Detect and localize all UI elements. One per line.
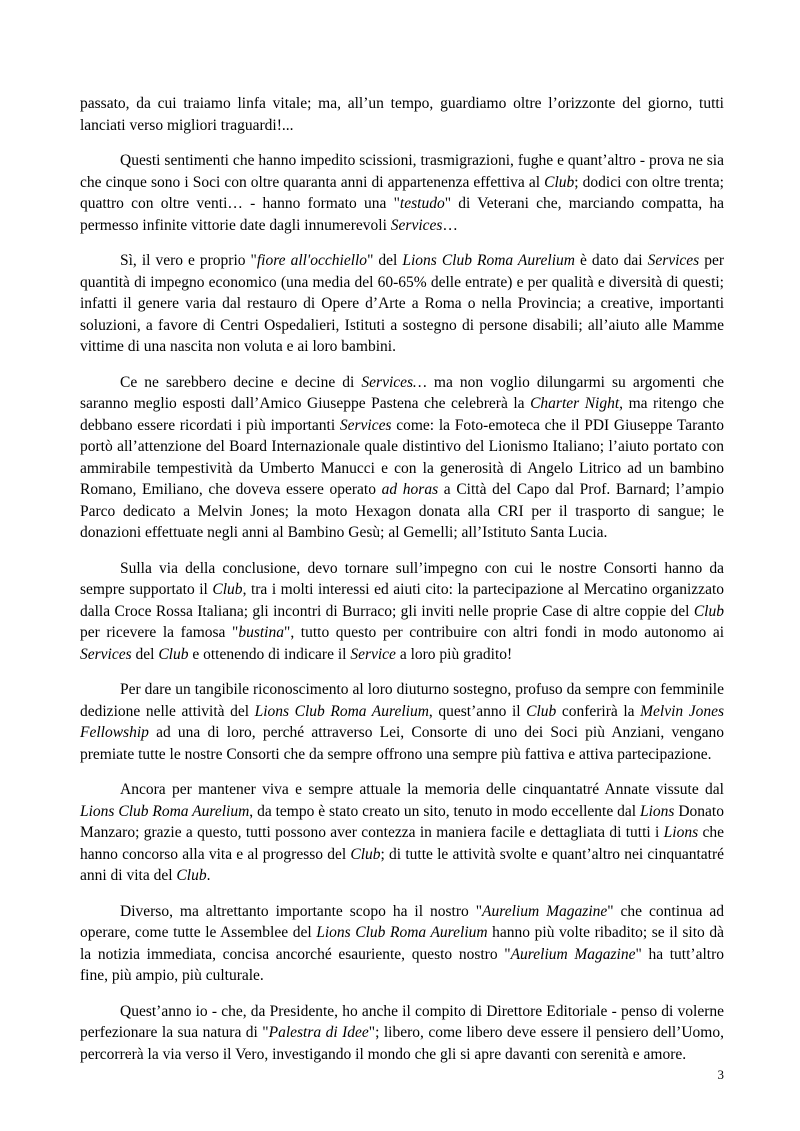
italic-text-run: Palestra di Idee [268, 1024, 369, 1041]
italic-text-run: Club [526, 702, 557, 720]
text-run: Sì, il vero e proprio " [120, 252, 257, 269]
text-run: a loro più gradito! [395, 645, 513, 663]
text-run: ma non voglio dilungarmi su argomenti che saranno meglio esposti dall’Amico Giuseppe Pastena che celebrerà la [80, 373, 725, 412]
text-run: come: la Foto-emoteca che il PDI Giuseppe Taranto portò all’attenzione del Board Internazionale quale distintivo del Lionismo Italiano; l’aiuto portato con ammirabile tempestività da Umberto Manucci e con la generosità di Angelo Litrico ad un bambino Romano, Emiliano, che doveva essere operato [80, 416, 725, 498]
paragraph-7 [80, 779, 724, 887]
text-run: , da tempo è stato creato un sito, tenuto in modo eccellente dal [249, 802, 640, 820]
italic-text-run: Lions Club Roma Aurelium [254, 702, 429, 720]
text-run: Per dare un tangibile riconoscimento al loro diuturno sostegno, profuso da sempre con femminile dedizione nelle attività del [80, 681, 724, 720]
italic-text-run: Lions Club Roma Aurelium [80, 802, 250, 820]
text-run: ; dodici con oltre trenta; quattro con oltre venti… - hanno formato una " [80, 173, 724, 212]
italic-text-run: bustina [238, 624, 284, 641]
text-run: . [206, 867, 211, 884]
text-run: Diverso, ma altrettanto importante scopo ha il nostro " [120, 902, 483, 920]
italic-text-run: Club [350, 845, 381, 863]
text-run: " ha tutt’altro fine, più ampio, più culturale. [80, 945, 724, 984]
italic-text-run: Club [544, 173, 575, 191]
italic-text-run: Services [339, 416, 392, 434]
text-run: Sulla via della conclusione, devo tornare sull’impegno con cui le nostre Consorti hanno da sempre supportato il [80, 559, 724, 598]
italic-text-run: Club [158, 645, 189, 663]
text-run: Questi sentimenti che hanno impedito scissioni, trasmigrazioni, fughe e quant’altro - prova ne sia che cinque sono i Soci con oltre quaranta anni di appartenenza effettiva al [80, 152, 724, 191]
text-run: passato, da cui traiamo linfa vitale; ma, all’un tempo, guardiamo oltre l’orizzonte del giorno, tutti lanciati verso migliori traguardi!... [80, 95, 724, 134]
italic-text-run: Services [390, 216, 443, 234]
text-run: del [131, 645, 159, 663]
italic-text-run: testudo [399, 195, 445, 212]
paragraph-2 [80, 150, 724, 236]
paragraph-3 [80, 250, 724, 358]
italic-text-run: Charter Night [530, 395, 620, 412]
text-run: " di Veterani che, marciando compatta, ha permesso infinite vittorie date dagli innumerevoli [80, 195, 724, 234]
text-run: e ottenendo di indicare il [188, 645, 351, 663]
italic-text-run: Services [647, 252, 700, 269]
text-run: conferirà la [556, 702, 641, 720]
italic-text-run: Aurelium Magazine [482, 902, 608, 920]
text-run: , quest’anno il [428, 702, 527, 720]
italic-text-run: Aurelium Magazine [510, 945, 636, 963]
italic-text-run: fiore all'occhiello [256, 252, 368, 269]
text-run: hanno più volte ribadito; se il sito dà la notizia immediata, concisa ancorché esauriente, questo nostro " [80, 924, 724, 963]
italic-text-run: ad horas [381, 481, 439, 498]
document-page [80, 93, 724, 1079]
text-run: è dato dai [575, 252, 648, 269]
italic-text-run: Lions Club Roma Aurelium [316, 924, 488, 941]
page-number: 3 [717, 1067, 724, 1082]
paragraph-4 [80, 372, 724, 544]
paragraph-1 [80, 93, 724, 136]
text-run: " che continua ad operare, come tutte le Assemblee del [80, 902, 724, 941]
italic-text-run: Services [80, 645, 132, 663]
text-run: per quantità di impegno economico (una media del 60-65% delle entrate) e per qualità e diversità di questi; infatti il genere varia dal restauro di Opere d’Arte a Roma o nella Provincia; a creative, importanti soluzioni, a favore di Centri Ospedalieri, Istituti a sostegno di persone disabili; all’aiuto alle Mamme vittime di una nascita non voluta e ai loro bambini. [80, 252, 725, 355]
paragraph-9 [80, 1001, 724, 1066]
text-run: Donato Manzaro; grazie a questo, tutti possono aver contezza in maniera facile e dettagliata di tutti i [80, 802, 724, 841]
paragraph-8 [80, 901, 724, 987]
text-run: "; libero, come libero deve essere il pensiero dell’Uomo, percorrerà la via verso il Vero, investigando il mondo che gli si apre davanti con serenità e amore. [80, 1024, 724, 1063]
italic-text-run: Melvin Jones Fellowship [80, 702, 725, 741]
italic-text-run: Lions [663, 824, 699, 841]
text-run: , ma ritengo che debbano essere ricordati i più importanti [80, 395, 724, 434]
text-run: , tra i molti interessi ed aiuti cito: la partecipazione al Mercatino organizzato dalla Croce Rossa Italiana; gli incontri di Burraco; gli inviti nelle proprie Case di altre coppie del [80, 581, 724, 620]
paragraph-6 [80, 679, 724, 765]
paragraph-5 [80, 558, 724, 666]
italic-text-run: Service [350, 645, 396, 663]
text-run: … [442, 216, 458, 234]
italic-text-run: Club [693, 602, 724, 620]
text-run: Quest’anno io - che, da Presidente, ho anche il compito di Direttore Editoriale - penso di volerne perfezionare la sua natura di " [80, 1002, 724, 1041]
italic-text-run: Lions [639, 802, 675, 820]
text-run: Ce ne sarebbero decine e decine di [120, 373, 362, 391]
text-run: che hanno concorso alla vita e al progresso del [80, 824, 724, 863]
text-run: Ancora per mantener viva e sempre attuale la memoria delle cinquantatré Annate vissute dal [120, 781, 724, 798]
italic-text-run: Lions Club Roma Aurelium [402, 252, 575, 269]
text-run: per ricevere la famosa " [80, 624, 239, 641]
text-run: " del [367, 252, 403, 269]
text-run: ", tutto questo per contribuire con altri fondi in modo autonomo ai [284, 624, 725, 641]
text-run: a Città del Capo dal Prof. Barnard; l’ampio Parco dedicato a Melvin Jones; la moto Hexagon donata alla CRI per il trasporto di sangue; le donazioni effettuate negli anni al Bambino Gesù; al Gemelli; all’Istituto Santa Lucia. [80, 481, 724, 541]
text-run: ad una di loro, perché attraverso Lei, Consorte di uno dei Soci più Anziani, vengano premiate tutte le nostre Consorti che da sempre offrono una sempre più fattiva e attiva partecipazione. [80, 724, 724, 763]
italic-text-run: Club [176, 867, 207, 884]
text-run: ; di tutte le attività svolte e quant’altro nei cinquantatré anni di vita del [80, 845, 724, 884]
italic-text-run: Club [212, 581, 243, 598]
italic-text-run: Services… [361, 373, 427, 391]
